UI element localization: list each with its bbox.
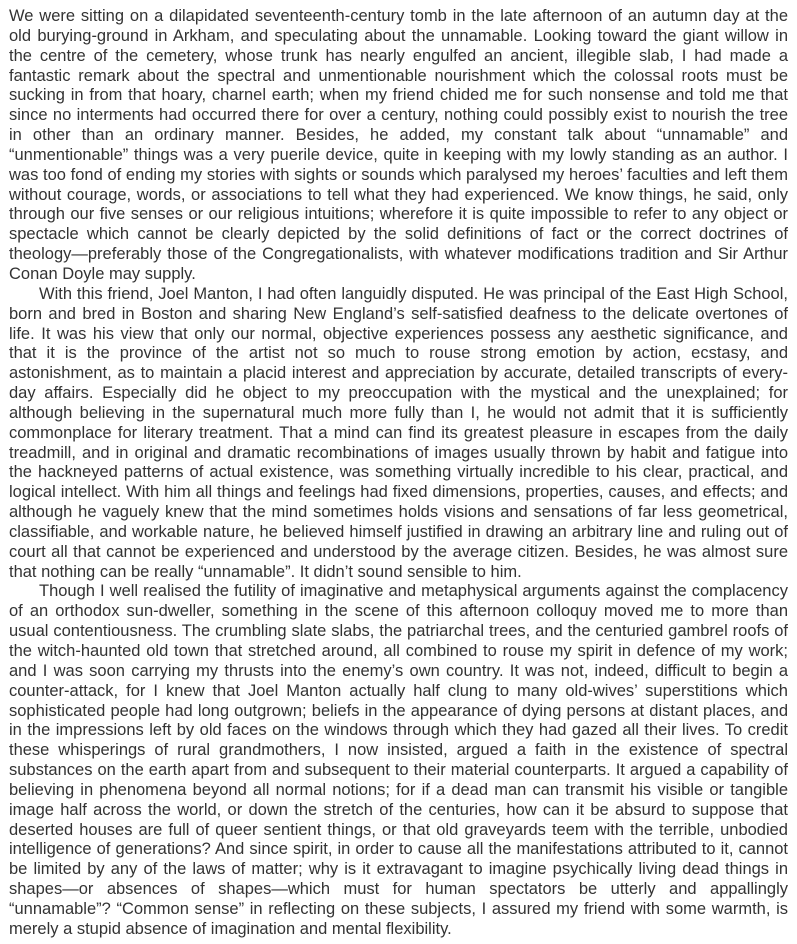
paragraph-2: With this friend, Joel Manton, I had often languidly disputed. He was principal of the East High School, born and bred in Boston and sharing New England’s self-satisfied deafness to the delicate overtones of life. It was his view that only our normal, objective experiences possess any aesthetic significance, and that it is the province of the artist not so much to rouse strong emotion by action, ecstasy, and astonishment, as to maintain a placid interest and appreciation by accurate, detailed transcripts of every-day affairs. Especially did he object to my preoccupation with the mystical and the unexplained; for although believing in the supernatural much more fully than I, he would not admit that it is sufficiently commonplace for literary treatment. That a mind can find its greatest pleasure in escapes from the daily treadmill, and in original and dramatic recombinations of images usually thrown by habit and fatigue into the hackneyed patterns of actual existence, was something virtually incredible to his clear, practical, and logical intellect. With him all things and feelings had fixed dimensions, properties, causes, and effects; and although he vaguely knew that the mind sometimes holds visions and sensations of far less geometrical, classifiable, and workable nature, he believed himself justified in drawing an arbitrary line and ruling out of court all that cannot be experienced and understood by the average citizen. Besides, he was almost sure that nothing can be really “unnamable”. It didn’t sound sensible to him. <box>9 284 788 581</box>
paragraph-3: Though I well realised the futility of imaginative and metaphysical arguments against the complacency of an orthodox sun-dweller, something in the scene of this afternoon colloquy moved me to more than usual contentiousness. The crumbling slate slabs, the patriarchal trees, and the centuried gambrel roofs of the witch-haunted old town that stretched around, all combined to rouse my spirit in defence of my work; and I was soon carrying my thrusts into the enemy’s own country. It was not, indeed, difficult to begin a counter-attack, for I knew that Joel Manton actually half clung to many old-wives’ superstitions which sophisticated people had long outgrown; beliefs in the appearance of dying persons at distant places, and in the impressions left by old faces on the windows through which they had gazed all their lives. To credit these whisperings of rural grandmothers, I now insisted, argued a faith in the existence of spectral substances on the earth apart from and subsequent to their material counterparts. It argued a capability of believing in phenomena beyond all normal notions; for if a dead man can transmit his visible or tangible image half across the world, or down the stretch of the centuries, how can it be absurd to suppose that deserted houses are full of queer sentient things, or that old graveyards teem with the terrible, unbodied intelligence of generations? And since spirit, in order to cause all the manifestations attributed to it, cannot be limited by any of the laws of matter; why is it extravagant to imagine psychically living dead things in shapes—or absences of shapes—which must for human spectators be utterly and appallingly “unnamable”? “Common sense” in reflecting on these subjects, I assured my friend with some warmth, is merely a stupid absence of imagination and mental flexibility. <box>9 582 788 938</box>
paragraph-1: We were sitting on a dilapidated seventeenth-century tomb in the late afternoon of an autumn day at the old burying-ground in Arkham, and speculating about the unnamable. Looking toward the giant willow in the centre of the cemetery, whose trunk has nearly engulfed an ancient, illegible slab, I had made a fantastic remark about the spectral and unmentionable nourishment which the colossal roots must be sucking in from that hoary, charnel earth; when my friend chided me for such nonsense and told me that since no interments had occurred there for over a century, nothing could possibly exist to nourish the tree in other than an ordinary manner. Besides, he added, my constant talk about “unnamable” and “unmentionable” things was a very puerile device, quite in keeping with my lowly standing as an author. I was too fond of ending my stories with sights or sounds which paralysed my heroes’ faculties and left them without courage, words, or associations to tell what they had experienced. We know things, he said, only through our five senses or our religious intuitions; wherefore it is quite impossible to refer to any object or spectacle which cannot be clearly depicted by the solid definitions of fact or the correct doctrines of theology—preferably those of the Congregationalists, with whatever modifications tradition and Sir Arthur Conan Doyle may supply. <box>9 7 788 283</box>
